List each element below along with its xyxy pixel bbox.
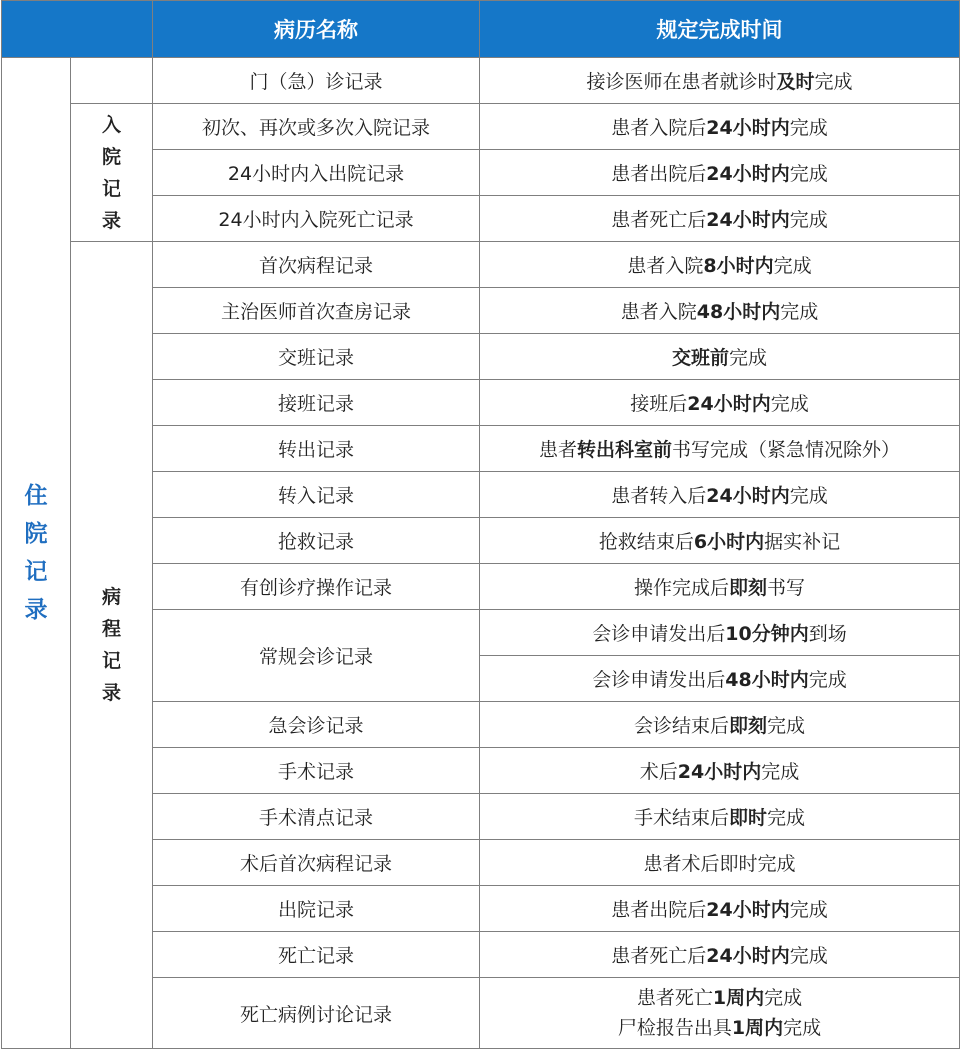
deadline-text: 完成 xyxy=(770,393,809,415)
deadline-text: 接诊医师在患者就诊时 xyxy=(586,71,777,93)
deadline-text: 完成 xyxy=(789,899,828,921)
deadline-requirement xyxy=(480,564,960,610)
deadline-text: 到场 xyxy=(808,623,847,645)
deadline-text: 完成 xyxy=(764,987,803,1009)
deadline-requirement xyxy=(480,840,960,886)
deadline-emphasis: 24小时内 xyxy=(706,163,790,185)
deadline-line xyxy=(480,1013,959,1043)
deadline-emphasis: 即刻 xyxy=(728,715,767,737)
record-name: 转出记录 xyxy=(153,426,480,472)
group-label-admission-records xyxy=(71,104,153,242)
record-name: 术后首次病程记录 xyxy=(153,840,480,886)
deadline-line xyxy=(480,983,959,1013)
deadline-text: 完成 xyxy=(789,117,828,139)
deadline-text: 书写 xyxy=(767,577,806,599)
deadline-emphasis: 24小时内 xyxy=(706,945,790,967)
deadline-text: 患者死亡 xyxy=(636,987,713,1009)
deadline-emphasis: 交班前 xyxy=(671,347,729,369)
deadline-text: 患者出院后 xyxy=(611,163,707,185)
record-name: 转入记录 xyxy=(153,472,480,518)
deadline-text: 会诊申请发出后 xyxy=(592,623,726,645)
group-char: 住 xyxy=(24,483,48,509)
deadline-text: 患者转入后 xyxy=(611,485,707,507)
table-row xyxy=(2,242,960,288)
record-name: 主治医师首次查房记录 xyxy=(153,288,480,334)
header-deadline: 规定完成时间 xyxy=(480,1,960,58)
deadline-emphasis: 24小时内 xyxy=(706,485,790,507)
deadline-text: 完成 xyxy=(729,347,768,369)
deadline-requirement xyxy=(480,518,960,564)
group-char: 病 xyxy=(101,586,121,608)
deadline-text: 完成 xyxy=(767,807,806,829)
deadline-requirement xyxy=(480,702,960,748)
record-name: 死亡记录 xyxy=(153,932,480,978)
deadline-text: 患者入院 xyxy=(627,255,704,277)
deadline-requirement xyxy=(480,472,960,518)
record-name: 交班记录 xyxy=(153,334,480,380)
record-name: 死亡病例讨论记录 xyxy=(153,978,480,1049)
group-char: 记 xyxy=(101,177,121,200)
deadline-text: 患者术后即时完成 xyxy=(643,853,796,875)
deadline-text: 术后 xyxy=(639,761,678,783)
deadline-requirement xyxy=(480,104,960,150)
deadline-text: 书写完成（紧急情况除外） xyxy=(672,439,901,461)
deadline-text: 患者死亡后 xyxy=(611,209,707,231)
deadline-requirement xyxy=(480,380,960,426)
group-char: 录 xyxy=(101,682,121,704)
deadline-requirement xyxy=(480,656,960,702)
record-name: 手术记录 xyxy=(153,748,480,794)
deadline-text: 接班后 xyxy=(630,393,688,415)
deadline-emphasis: 即时 xyxy=(728,807,767,829)
deadline-requirement xyxy=(480,794,960,840)
deadline-requirement xyxy=(480,150,960,196)
group-char: 记 xyxy=(24,559,48,585)
deadline-text: 完成 xyxy=(789,485,828,507)
record-name: 初次、再次或多次入院记录 xyxy=(153,104,480,150)
header-corner-cell xyxy=(2,1,153,58)
deadline-emphasis: 48小时内 xyxy=(696,301,781,323)
deadline-text: 完成 xyxy=(789,209,828,231)
deadline-requirement xyxy=(480,242,960,288)
deadline-text: 患者出院后 xyxy=(611,899,707,921)
deadline-text: 患者入院后 xyxy=(611,117,707,139)
record-name: 首次病程记录 xyxy=(153,242,480,288)
deadline-text: 操作完成后 xyxy=(633,577,729,599)
deadline-emphasis: 24小时内 xyxy=(706,899,790,921)
deadline-text: 完成 xyxy=(808,669,847,691)
deadline-text: 尸检报告出具 xyxy=(617,1017,732,1039)
record-name: 急会诊记录 xyxy=(153,702,480,748)
deadline-text: 患者死亡后 xyxy=(611,945,707,967)
deadline-emphasis: 48小时内 xyxy=(725,669,809,691)
deadline-text: 会诊申请发出后 xyxy=(592,669,726,691)
deadline-text: 会诊结束后 xyxy=(633,715,729,737)
group-char: 记 xyxy=(101,650,121,672)
deadline-emphasis: 24小时内 xyxy=(706,209,790,231)
deadline-requirement xyxy=(480,426,960,472)
header-row xyxy=(2,1,960,58)
deadline-emphasis: 6小时内 xyxy=(693,531,765,553)
deadline-emphasis: 8小时内 xyxy=(703,255,774,277)
deadline-requirement xyxy=(480,886,960,932)
record-name: 有创诊疗操作记录 xyxy=(153,564,480,610)
group-char: 录 xyxy=(24,597,48,623)
deadline-requirement xyxy=(480,288,960,334)
deadline-emphasis: 24小时内 xyxy=(706,117,790,139)
group-label-inpatient-records xyxy=(2,58,71,1049)
header-record-name: 病历名称 xyxy=(153,1,480,58)
deadline-text: 完成 xyxy=(789,163,828,185)
deadline-text: 抢救结束后 xyxy=(598,531,694,553)
deadline-requirement xyxy=(480,748,960,794)
record-name: 24小时内入院死亡记录 xyxy=(153,196,480,242)
table-row xyxy=(2,104,960,150)
group-char: 院 xyxy=(101,145,121,168)
empty-subgroup-cell xyxy=(71,58,153,104)
deadline-requirement xyxy=(480,58,960,104)
deadline-emphasis: 10分钟内 xyxy=(725,623,809,645)
deadline-emphasis: 即刻 xyxy=(728,577,767,599)
deadline-emphasis: 24小时内 xyxy=(677,761,762,783)
record-name: 常规会诊记录 xyxy=(153,610,480,702)
deadline-emphasis: 转出科室前 xyxy=(576,439,672,461)
deadline-text: 完成 xyxy=(789,945,828,967)
deadline-text: 完成 xyxy=(767,715,806,737)
group-char: 程 xyxy=(101,618,121,640)
deadline-text: 据实补记 xyxy=(764,531,841,553)
table-row xyxy=(2,58,960,104)
deadline-text: 完成 xyxy=(780,301,819,323)
record-name: 抢救记录 xyxy=(153,518,480,564)
deadline-emphasis: 24小时内 xyxy=(687,393,771,415)
record-name: 出院记录 xyxy=(153,886,480,932)
medical-record-deadline-table xyxy=(1,0,960,1049)
deadline-requirement xyxy=(480,610,960,656)
record-name: 24小时内入出院记录 xyxy=(153,150,480,196)
deadline-text: 手术结束后 xyxy=(633,807,729,829)
deadline-text: 完成 xyxy=(773,255,812,277)
deadline-emphasis: 1周内 xyxy=(731,1017,784,1039)
group-char: 院 xyxy=(24,521,48,547)
record-name: 手术清点记录 xyxy=(153,794,480,840)
group-char: 入 xyxy=(101,113,121,136)
deadline-requirement xyxy=(480,334,960,380)
deadline-requirement xyxy=(480,196,960,242)
deadline-text: 患者入院 xyxy=(620,301,697,323)
deadline-emphasis: 及时 xyxy=(776,71,815,93)
record-name: 接班记录 xyxy=(153,380,480,426)
deadline-text: 完成 xyxy=(761,761,800,783)
group-char: 录 xyxy=(101,209,121,232)
deadline-text: 完成 xyxy=(783,1017,822,1039)
record-name: 门（急）诊记录 xyxy=(153,58,480,104)
deadline-requirement xyxy=(480,932,960,978)
deadline-text: 完成 xyxy=(814,71,853,93)
group-label-progress-records xyxy=(71,242,153,1049)
deadline-requirement xyxy=(480,978,960,1049)
deadline-text: 患者 xyxy=(538,439,577,461)
deadline-emphasis: 1周内 xyxy=(712,987,765,1009)
